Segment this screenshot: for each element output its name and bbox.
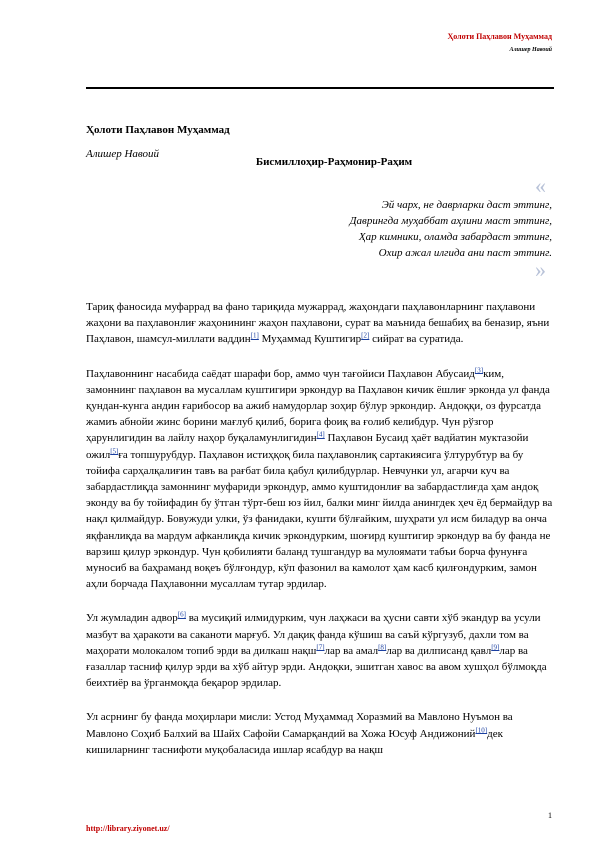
footnote-link-6[interactable]: [6] <box>177 610 186 619</box>
paragraph-text: ва мусиқий илмидурким, чун лаҳжаси ва ҳусни савти хўб экандур ва усули мазбут ва ҳаракоти ва саканоти марғуб. Ул дақиқ фанда кўшиш ва саъй кўргузуб, дахли том ва маҳорати молокалом топиб эрди ва дилкаш нақш <box>86 612 541 657</box>
paragraph-text: лар ва амал <box>324 644 379 657</box>
verse-quote <box>86 173 554 282</box>
page-number: 1 <box>548 811 552 820</box>
paragraph-4 <box>86 709 554 758</box>
running-header-author: Алишер Навоий <box>509 47 552 53</box>
verse-lines <box>350 197 552 261</box>
footnote-link-10[interactable]: [10] <box>475 726 488 735</box>
footnote-link-9[interactable]: [9] <box>491 643 500 652</box>
paragraph-text: Муҳаммад Куштигир <box>258 333 362 346</box>
footnote-link-1[interactable]: [1] <box>250 331 259 340</box>
paragraph-text: ким, замоннинг паҳлавон ва мусаллам куштигири эркондур ва Паҳлавон кичик ёшлиғ эрконда ул фанда қундан-кунга андин ғарибосор ва ажиб намудорлар зоҳир бўлур эркондир. Андоққи, оз фурсатда жамиъ абнойи жинс борини мағлуб қилиб, борига фоиқ ва ғолиб келибдур. Чун рўзгор ҳарунлигидин ва лайлу наҳор буқаламунлигидин <box>86 367 550 445</box>
open-quote-icon: « <box>535 173 546 198</box>
verse-line: Охир ажал илгида ани паст эттинг. <box>378 247 552 259</box>
paragraph-text: сийрат ва суратида. <box>369 333 464 346</box>
paragraph-text: ға топшурубдур. Паҳлавон истиҳқоқ била паҳлавонлиқ сартакиясига ўлтурубтур ва бу тойифа сарҳалқалиғин тавъ ва рағбат била қабул қилибдурлар. Невчунки ул, агарчи куч ва забардастлиқда замоннинг муфариди эркондур, аммо куштидонлиғ ва забардастлиғда ҳам андоқ эконду ва бу тойифадин бу ўтган тўрт-беш юз йил, балки минг йилда анингдек ҳеч ёд бермайдур ва нақл қилмайдур. Бовужуди улки, ўз фанидаки, кушти бўлғайким, шуҳрати ул исм биладур ва онча яқфанлиқда ва мардум афканлиқда кичик эркондурким, шоғирд куштигир эркондур ва бу фанда не варзиш қилур эркондур. Чун қобилияти баланд тушгандур ва мулоямати табъи борча фунунға муносиб ва баҳраманд воқеъ бўлғондур, кўп фазонил ва камолот ҳам касб қилғондурким, замон аҳли борчада Паҳлавонни мусаллам тутар эрдилар. <box>86 448 553 591</box>
paragraph-1 <box>86 299 554 348</box>
footnote-link-3[interactable]: [3] <box>474 365 484 374</box>
verse-line: Эй чарх, не даврларки даст эттинг, <box>381 199 552 211</box>
paragraph-text: Ул жумладин адвор <box>86 612 178 625</box>
paragraph-text: лар ва дилписанд қавл <box>386 644 492 657</box>
verse-line: Ҳар кимники, оламда забардаст эттинг, <box>358 231 552 243</box>
running-header-title: Ҳолоти Паҳлавон Муҳаммад <box>447 32 552 41</box>
footer-source-link[interactable]: http://library.ziyonet.uz/ <box>86 824 170 833</box>
verse-line: Даврингда муҳаббат аҳлини маст эттинг, <box>349 215 552 227</box>
paragraph-text: Паҳлавон Бусаид ҳаёт вадйатин муктазойи ожил <box>86 432 529 461</box>
paragraph-text: лар ва ғазаллар тасниф қилур эрди ва хўб айтур эрди. Андоқки, эшитган хавос ва авом хушҳол бўлмоқда беихтиёр ва ўрганмоқда беқарор эрдилар. <box>86 644 547 690</box>
document-title: Ҳолоти Паҳлавон Муҳаммад <box>86 124 230 136</box>
footnote-link-5[interactable]: [5] <box>110 446 119 455</box>
basmala-heading: Бисмиллоҳир-Раҳмонир-Раҳим <box>255 156 413 168</box>
footnote-link-2[interactable]: [2] <box>361 331 370 340</box>
footnote-link-4[interactable]: [4] <box>316 430 325 439</box>
paragraph-text: Паҳлавоннинг насабида саёдат шарафи бор, аммо чун тағойиси Паҳлавон Абусаид <box>86 367 475 380</box>
footnote-link-8[interactable]: [8] <box>378 643 387 652</box>
paragraph-text: Тариқ фаносида муфаррад ва фано тариқида мужаррад, жаҳондаги паҳлавонларнинг паҳлавони жаҳони ва паҳлавонлиғ жаҳонининг жаҳон паҳлавони, сурат ва маънида бешабиҳ ва беназир, яъни Паҳлавон, шамсул-миллати ваддин <box>86 301 550 346</box>
paragraph-2 <box>86 366 554 593</box>
paragraph-text: дек кишиларнинг таснифоти муқобаласида ишлар ясабдур ва нақш <box>86 727 503 756</box>
footnote-link-7[interactable]: [7] <box>316 643 325 652</box>
document-author: Алишер Навоий <box>86 148 160 160</box>
paragraph-text: Ул асрнинг бу фанда моҳирлари мисли: Устод Муҳаммад Хоразмий ва Мавлоно Нуъмон ва Мавлоно Соҳиб Балхий ва Шайх Сафойи Самарқандий ва Хожа Юсуф Андижоний <box>86 711 513 740</box>
header-divider <box>86 87 554 89</box>
document-body <box>86 123 554 758</box>
paragraph-3 <box>86 610 554 691</box>
close-quote-icon: » <box>535 257 546 282</box>
